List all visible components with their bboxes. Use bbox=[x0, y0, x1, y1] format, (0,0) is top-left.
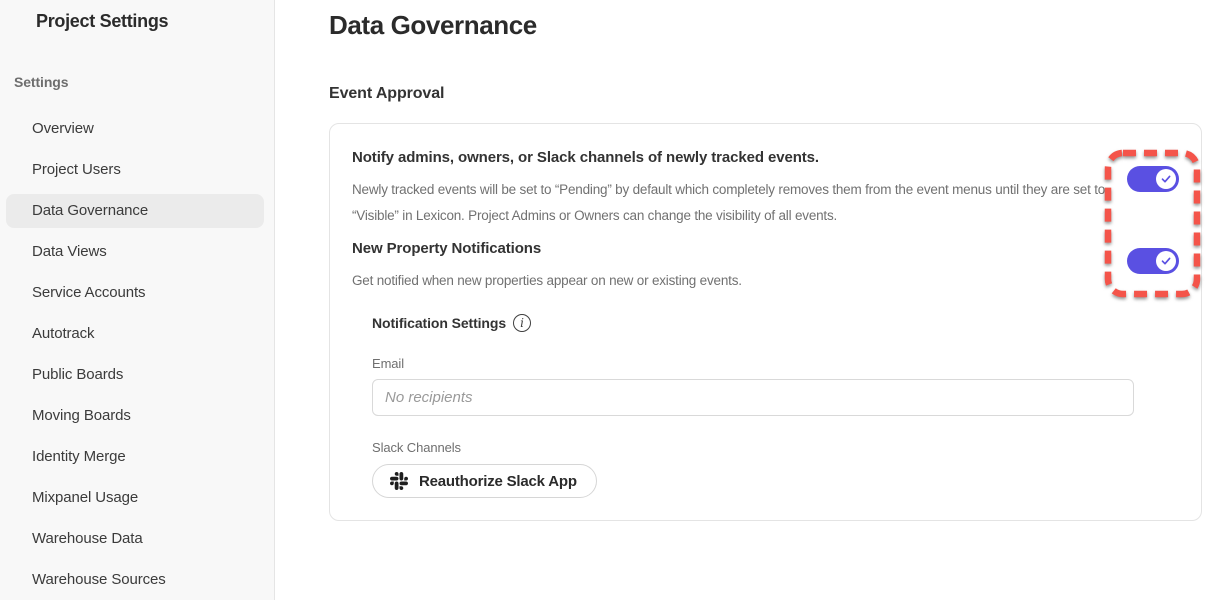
sidebar-item-data-views[interactable]: Data Views bbox=[32, 243, 107, 260]
sidebar-title: Project Settings bbox=[36, 11, 169, 31]
new-property-notifications-title: New Property Notifications bbox=[352, 240, 542, 257]
new-property-notifications-block bbox=[352, 239, 1179, 294]
reauthorize-slack-app-button[interactable] bbox=[372, 464, 597, 498]
new-property-notifications-toggle[interactable] bbox=[1127, 248, 1179, 274]
page-title: Data Governance bbox=[329, 10, 537, 40]
event-approval-title: Notify admins, owners, or Slack channels of newly tracked events. bbox=[352, 149, 819, 166]
sidebar-item-autotrack[interactable]: Autotrack bbox=[32, 325, 95, 342]
notification-settings-block bbox=[352, 314, 1179, 498]
reauthorize-slack-app-label: Reauthorize Slack App bbox=[419, 472, 577, 490]
info-circle-icon[interactable]: i bbox=[513, 314, 531, 332]
email-recipients-input[interactable] bbox=[372, 379, 1134, 416]
slack-icon bbox=[390, 472, 408, 490]
event-approval-section-title: Event Approval bbox=[329, 85, 445, 102]
event-approval-toggle[interactable] bbox=[1127, 166, 1179, 192]
sidebar-item-warehouse-data[interactable]: Warehouse Data bbox=[32, 530, 143, 547]
email-label: Email bbox=[372, 356, 405, 371]
sidebar-item-identity-merge[interactable]: Identity Merge bbox=[32, 448, 126, 465]
sidebar-item-moving-boards[interactable]: Moving Boards bbox=[32, 407, 131, 424]
new-property-notifications-description: Get notified when new properties appear on new or existing events. bbox=[352, 273, 742, 288]
notification-settings-header bbox=[372, 314, 1179, 332]
toggle-knob-check-icon bbox=[1156, 169, 1176, 189]
sidebar-item-public-boards[interactable]: Public Boards bbox=[32, 366, 124, 383]
settings-sidebar bbox=[0, 0, 275, 600]
event-approval-card bbox=[329, 123, 1202, 521]
sidebar-nav bbox=[0, 112, 274, 597]
sidebar-item-overview[interactable]: Overview bbox=[32, 120, 94, 137]
slack-channels-label: Slack Channels bbox=[372, 440, 461, 455]
event-approval-block bbox=[352, 148, 1179, 229]
sidebar-item-mixpanel-usage[interactable]: Mixpanel Usage bbox=[32, 489, 139, 506]
sidebar-item-service-accounts[interactable]: Service Accounts bbox=[32, 284, 146, 301]
notification-settings-title: Notification Settings bbox=[372, 315, 507, 331]
toggle-knob-check-icon bbox=[1156, 251, 1176, 271]
sidebar-item-data-governance[interactable]: Data Governance bbox=[6, 194, 264, 228]
sidebar-item-project-users[interactable]: Project Users bbox=[32, 161, 121, 178]
sidebar-section-label: Settings bbox=[14, 74, 69, 90]
event-approval-description: Newly tracked events will be set to “Pending” by default which completely removes them from the event menus until they are set to “Visible” in Lexicon. Project Admins or Owners can change the visibility of all events. bbox=[352, 182, 1106, 223]
sidebar-item-warehouse-sources[interactable]: Warehouse Sources bbox=[32, 571, 166, 588]
main-content bbox=[275, 0, 1217, 600]
